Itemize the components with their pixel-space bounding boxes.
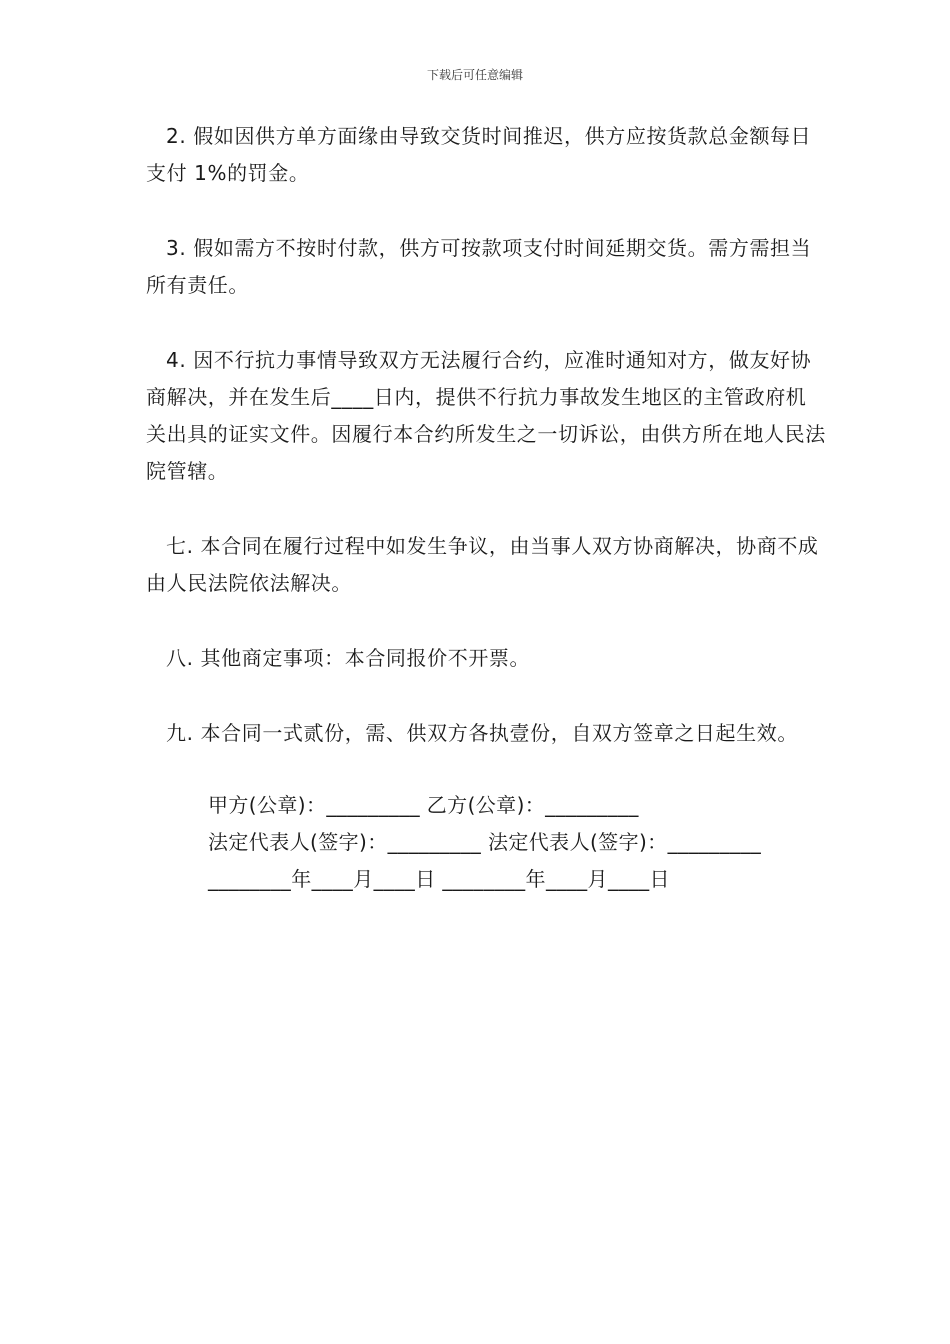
- header-note: 下载后可任意编辑: [426, 68, 523, 82]
- clause-4: 4. 因不行抗力事情导致双方无法履行合约，应准时通知对方，做友好协商解决，并在发生后____日内，提供不行抗力事故发生地区的主管政府机关出具的证实文件。因履行本合约所发生之一切诉讼，由供方所在地人民法院管辖。: [146, 348, 826, 483]
- clause-7: 七. 本合同在履行过程中如发生争议，由当事人双方协商解决，协商不成由人民法院依法解决。: [146, 534, 819, 595]
- party-seal-line: 甲方(公章)：_________ 乙方(公章)：_________: [208, 793, 639, 817]
- clause-2: 2. 假如因供方单方面缘由导致交货时间推迟，供方应按货款总金额每日支付 1%的罚金。: [146, 124, 812, 185]
- representative-signature-line: 法定代表人(签字)：_________ 法定代表人(签字)：_________: [208, 830, 762, 854]
- date-line: ________年____月____日 ________年____月____日: [208, 867, 670, 891]
- clause-8: 八. 其他商定事项：本合同报价不开票。: [166, 646, 531, 670]
- signature-block: [208, 787, 828, 898]
- clause-9: 九. 本合同一式贰份，需、供双方各执壹份，自双方签章之日起生效。: [166, 721, 798, 745]
- clause-3: 3. 假如需方不按时付款，供方可按款项支付时间延期交货。需方需担当所有责任。: [146, 236, 812, 297]
- contract-body: [146, 118, 826, 752]
